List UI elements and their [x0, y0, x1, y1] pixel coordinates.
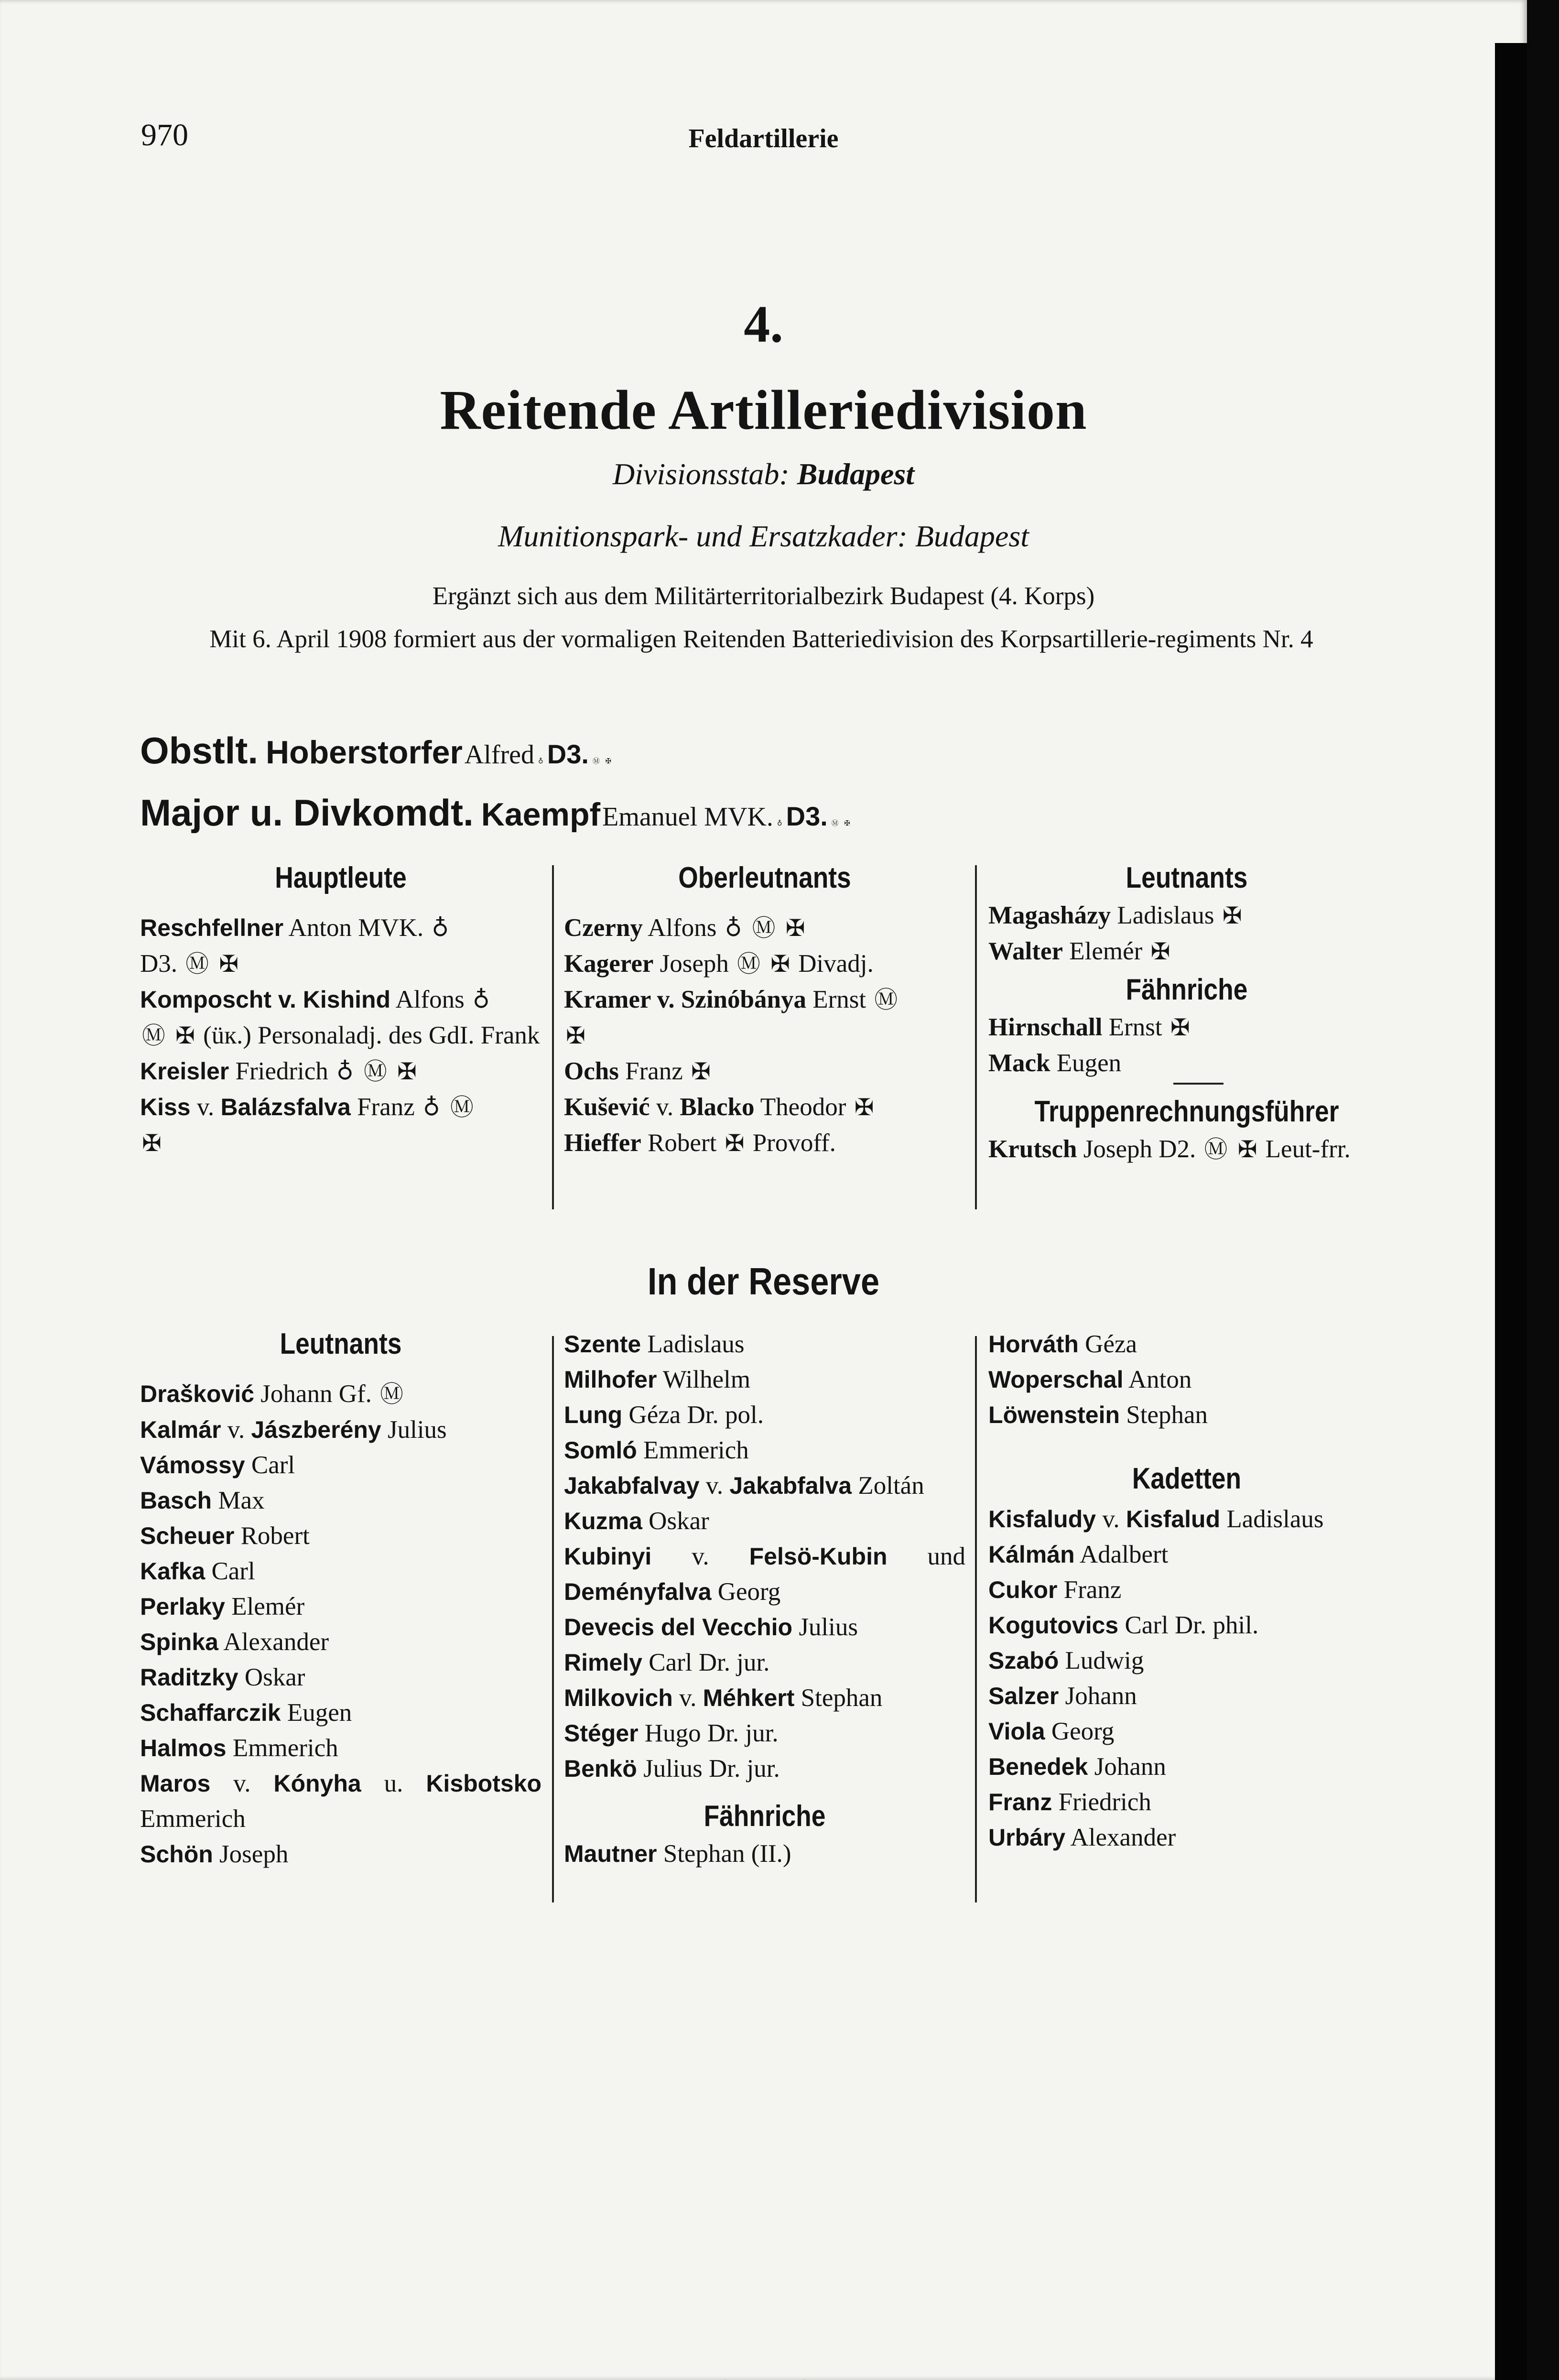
given-name: Hugo Dr. jur.: [644, 1719, 779, 1747]
decoration: D3.: [547, 739, 589, 769]
surname: Felsö-Kubin: [749, 1543, 888, 1570]
medal-icon: Ⓜ: [142, 1022, 165, 1049]
surname: Komposcht v. Kishind: [140, 986, 391, 1013]
list-item: [140, 910, 541, 982]
surname: Mautner: [564, 1840, 657, 1867]
list-item: [988, 1045, 1385, 1081]
surname: Stéger: [564, 1720, 639, 1747]
list-item: [988, 1501, 1385, 1537]
particle: v.: [692, 1543, 709, 1570]
surname: Kisfaludy: [988, 1506, 1096, 1532]
list-item: [140, 1589, 541, 1624]
given-name: Géza: [1085, 1330, 1137, 1358]
order-icon: ♁: [777, 819, 782, 827]
given-name: Julius Dr. jur.: [643, 1755, 780, 1782]
medal-icon: Ⓜ: [185, 951, 209, 978]
surname: Krutsch: [988, 1135, 1077, 1163]
given-name: Ladislaus: [647, 1330, 745, 1358]
given-name: Emmerich: [140, 1805, 246, 1833]
given-name: Ladislaus: [1226, 1505, 1324, 1533]
hauptleute-column: [140, 860, 541, 1161]
given-name: Alexander: [223, 1628, 329, 1656]
surname: Kušević: [564, 1093, 650, 1121]
reserve-leutnants-heading: Leutnants: [280, 1327, 402, 1360]
surname: Kuzma: [564, 1508, 642, 1534]
cross-icon: ✠: [566, 1022, 585, 1049]
rank: Obstlt.: [140, 729, 258, 772]
given-name: Oskar: [244, 1663, 305, 1691]
given-name: Max: [218, 1487, 265, 1514]
surname: Halmos: [140, 1735, 227, 1761]
list-item: [988, 1326, 1385, 1362]
decoration: D2.: [1158, 1135, 1196, 1163]
oberleutnants-heading: Oberleutnants: [678, 861, 851, 894]
list-item: [564, 1397, 965, 1433]
given-name: Carl: [211, 1557, 255, 1585]
surname: Perlaky: [140, 1593, 225, 1620]
given-name: Eugen: [287, 1699, 352, 1727]
truppenrechnungsfuehrer-heading: Truppenrechnungsführer: [1034, 1095, 1339, 1128]
cross-icon: ✠: [725, 1130, 745, 1157]
list-item: [140, 1624, 541, 1660]
given-name: Alexander: [1070, 1824, 1176, 1851]
given-name: Joseph: [219, 1840, 289, 1868]
list-item: [564, 1680, 965, 1716]
surname: Kónyha: [273, 1770, 361, 1797]
cross-icon: ✠: [1170, 1014, 1190, 1041]
reserve-heading: In der Reserve: [647, 1260, 880, 1303]
given-name: Alfons: [648, 914, 717, 942]
surname: Urbáry: [988, 1824, 1066, 1851]
page-number: 970: [141, 118, 188, 152]
list-item: [564, 1609, 965, 1645]
particle: v.: [1102, 1505, 1120, 1533]
given-name: Julius: [799, 1613, 858, 1641]
list-item: [564, 1503, 965, 1539]
given-name: Johann Gf.: [260, 1380, 372, 1408]
assignment: Leut-frr.: [1265, 1135, 1351, 1163]
given-name: Ludwig: [1065, 1647, 1144, 1674]
surname: Rimely: [564, 1649, 642, 1676]
surname: Ochs: [564, 1057, 619, 1085]
reserve-faehnriche-heading: Fähnriche: [704, 1800, 826, 1833]
given-name: Julius: [387, 1416, 447, 1444]
given-name: Emanuel MVK.: [602, 802, 773, 832]
list-item: [988, 1131, 1385, 1167]
surname: Devecis del Vecchio: [564, 1614, 793, 1641]
reserve-column-2: [564, 1326, 965, 1871]
list-item: [140, 982, 541, 1054]
faehnriche-heading: Fähnriche: [1126, 973, 1248, 1006]
surname: Horváth: [988, 1331, 1079, 1358]
list-item: [564, 1836, 965, 1871]
list-item: [988, 934, 1385, 969]
recruitment-note: Ergänzt sich aus dem Militärterritorialbezirk Budapest (4. Korps): [432, 582, 1095, 610]
surname: Löwenstein: [988, 1402, 1120, 1428]
medal-icon: Ⓜ: [1204, 1136, 1228, 1163]
list-item: [988, 1397, 1385, 1433]
list-item: [988, 898, 1385, 934]
given-name: Emmerich: [232, 1734, 338, 1762]
divisionsstab-line: [0, 456, 1527, 492]
given-name: Friedrich: [1058, 1788, 1151, 1816]
reserve-leutnants-column: [140, 1326, 541, 1872]
surname: Szabó: [988, 1647, 1059, 1674]
list-item: [564, 1645, 965, 1680]
unit-number: 4.: [744, 295, 783, 353]
assignment: Divadj.: [798, 950, 874, 978]
surname: Kisfalud: [1126, 1506, 1221, 1532]
particle: und: [927, 1543, 966, 1570]
given-name: Alfons: [395, 986, 465, 1013]
given-name: Oskar: [649, 1507, 709, 1535]
particle: v.: [227, 1416, 245, 1444]
given-name: Zoltán: [858, 1472, 924, 1500]
given-name: Ernst: [812, 986, 866, 1013]
list-item: [140, 1376, 541, 1412]
surname: Woperschal: [988, 1366, 1124, 1393]
given-name: Elemér: [1069, 937, 1143, 965]
surname: Kafka: [140, 1558, 206, 1585]
list-item: [988, 1714, 1385, 1749]
surname: Kalmár: [140, 1416, 221, 1443]
divisionsstab-place: Budapest: [797, 457, 915, 491]
decoration: D3.: [140, 950, 178, 978]
list-item: [140, 1730, 541, 1766]
list-item: [988, 1643, 1385, 1678]
list-item: [140, 1554, 541, 1589]
surname: Kálmán: [988, 1541, 1075, 1568]
leutnants-heading: Leutnants: [1126, 861, 1248, 894]
surname: Benkö: [564, 1755, 637, 1782]
reserve-column-3: [988, 1326, 1385, 1855]
given-name: Franz: [625, 1057, 683, 1085]
list-item: [988, 1784, 1385, 1820]
surname: Méhkert: [703, 1684, 795, 1711]
reserve-kadetten-heading: Kadetten: [1132, 1462, 1242, 1495]
cross-icon: ✠: [854, 1094, 874, 1121]
list-item: [564, 1054, 965, 1089]
surname: Kubinyi: [564, 1543, 652, 1570]
given-name: Géza Dr. pol.: [628, 1401, 764, 1429]
list-item: [988, 1572, 1385, 1608]
surname: Maros: [140, 1770, 211, 1797]
given-name: Adalbert: [1079, 1541, 1169, 1568]
list-item: [564, 1751, 965, 1786]
given-name: Ladislaus: [1117, 902, 1214, 929]
medal-icon: Ⓜ: [874, 987, 898, 1013]
rank: Major u. Divkomdt.: [140, 792, 474, 834]
surname: Franz: [988, 1789, 1052, 1815]
surname: Schön: [140, 1841, 213, 1868]
surname: Szente: [564, 1331, 641, 1358]
decoration: D3.: [786, 801, 828, 831]
commander-obstlt: [140, 729, 613, 772]
list-item: [564, 1362, 965, 1397]
medal-icon: Ⓜ: [450, 1094, 474, 1121]
given-name: Georg: [717, 1578, 781, 1606]
surname: Hieffer: [564, 1129, 641, 1157]
surname: Spinka: [140, 1629, 218, 1655]
given-name: Alfred: [464, 740, 535, 770]
list-item: [564, 982, 965, 1054]
given-name: Franz: [357, 1093, 415, 1121]
cross-icon: ✠: [397, 1058, 417, 1085]
surname: Kramer v. Szinóbánya: [564, 986, 806, 1013]
cross-icon: ✠: [605, 757, 612, 765]
particle: u.: [384, 1770, 403, 1797]
cross-icon: ✠: [844, 819, 850, 827]
list-item: [564, 1089, 965, 1125]
surname: Scheuer: [140, 1522, 235, 1549]
surname: Kreisler: [140, 1058, 229, 1085]
surname: Hirnschall: [988, 1013, 1103, 1041]
hauptleute-heading: Hauptleute: [275, 861, 407, 894]
list-item: [140, 1660, 541, 1695]
given-name: Carl Dr. phil.: [1125, 1611, 1259, 1639]
list-item: [564, 1326, 965, 1362]
list-item: [140, 1447, 541, 1483]
list-item: [140, 1089, 541, 1161]
list-item: [988, 1820, 1385, 1855]
given-name: Stephan: [1126, 1401, 1208, 1429]
cross-icon: ✠: [691, 1058, 711, 1085]
list-item: [140, 1412, 541, 1447]
surname: Raditzky: [140, 1664, 238, 1691]
given-name: Carl: [251, 1451, 295, 1479]
list-item: [564, 1433, 965, 1468]
medal-icon: Ⓜ: [592, 757, 600, 765]
ornament-icon: [655, 2371, 875, 2380]
given-name: Johann: [1065, 1682, 1137, 1710]
given-name: Joseph: [660, 950, 729, 978]
medal-icon: Ⓜ: [752, 915, 776, 942]
surname: Cukor: [988, 1576, 1058, 1603]
surname: Lung: [564, 1402, 623, 1428]
surname: Kagerer: [564, 950, 654, 978]
order-icon: ♁: [432, 915, 449, 942]
column-divider: [975, 1336, 977, 1902]
given-name: Joseph: [1083, 1135, 1153, 1163]
surname: Somló: [564, 1437, 637, 1464]
assignment: (üк.) Personaladj. des GdI. Frank: [203, 1022, 540, 1049]
formation-note: Mit 6. April 1908 formiert aus der vormaligen Reitenden Batteriedivision des Korpsartillerie-regiments Nr. 4: [209, 625, 1313, 653]
surname: Magasházy: [988, 902, 1111, 929]
page-title: Reitende Artilleriedivision: [440, 379, 1087, 441]
divisionsstab-label: Divisionsstab:: [612, 457, 790, 491]
given-name: Stephan (II.): [663, 1840, 791, 1868]
surname: Reschfellner: [140, 914, 284, 941]
order-icon: ♁: [423, 1094, 440, 1121]
medal-icon: Ⓜ: [737, 951, 760, 978]
surname: Basch: [140, 1487, 212, 1514]
order-icon: ♁: [725, 915, 742, 942]
surname: Vámossy: [140, 1452, 245, 1478]
list-item: [988, 1010, 1385, 1045]
surname: Jakabfalvay: [564, 1472, 700, 1499]
cross-icon: ✠: [1150, 938, 1170, 965]
surname: Schaffarczik: [140, 1699, 281, 1726]
running-header: Feldartillerie: [688, 124, 839, 153]
surname: Drašković: [140, 1380, 255, 1407]
order-icon: ♁: [336, 1058, 354, 1085]
list-item: [140, 1695, 541, 1730]
surname: Kiss: [140, 1094, 191, 1120]
list-item: [988, 1678, 1385, 1714]
given-name: Friedrich: [235, 1057, 328, 1085]
given-name: Franz: [1063, 1576, 1122, 1604]
surname: Viola: [988, 1718, 1045, 1745]
cross-icon: ✠: [219, 951, 239, 978]
list-item: [988, 1537, 1385, 1572]
surname: Kaempf: [481, 796, 601, 833]
given-name: Robert: [240, 1522, 310, 1550]
surname: Mack: [988, 1049, 1050, 1077]
surname: Kogutovics: [988, 1612, 1119, 1639]
surname: Walter: [988, 937, 1063, 965]
given-name: Elemér: [231, 1593, 305, 1620]
list-item: [988, 1608, 1385, 1643]
cross-icon: ✠: [1222, 902, 1242, 929]
munitionspark-line: Munitionspark- und Ersatzkader: Budapest: [498, 519, 1029, 553]
list-item: [140, 1518, 541, 1554]
list-item: [140, 1837, 541, 1872]
oberleutnants-column: [564, 860, 965, 1161]
list-item: [564, 1716, 965, 1751]
surname: Kisbotsko: [426, 1770, 542, 1797]
surname: Czerny: [564, 914, 643, 942]
given-name: Carl Dr. jur.: [649, 1649, 770, 1676]
given-name: Stephan: [801, 1684, 883, 1712]
medal-icon: Ⓜ: [380, 1381, 403, 1408]
particle: v.: [705, 1472, 724, 1500]
given-name: Anton MVK.: [288, 914, 424, 942]
particle: v.: [656, 1093, 674, 1121]
cross-icon: ✠: [175, 1022, 195, 1049]
surname: Balázsfalva: [220, 1094, 351, 1120]
order-icon: ♁: [472, 987, 490, 1013]
given-name: Wilhelm: [662, 1366, 751, 1393]
particle: v.: [679, 1684, 697, 1712]
surname: Salzer: [988, 1683, 1059, 1709]
assignment: Provoff.: [752, 1129, 836, 1157]
list-item: [564, 1468, 965, 1503]
column-divider: [975, 865, 977, 1209]
cross-icon: ✠: [770, 951, 790, 978]
given-name: Anton: [1128, 1366, 1192, 1393]
list-item: [564, 1125, 965, 1161]
list-item: [988, 1749, 1385, 1784]
particle: v.: [196, 1093, 215, 1121]
given-name: Ernst: [1108, 1013, 1162, 1041]
commander-major: [140, 791, 852, 835]
surname: Benedek: [988, 1753, 1088, 1780]
order-icon: ♁: [538, 757, 543, 765]
list-item: [564, 1539, 965, 1609]
separator-rule: [1173, 1083, 1223, 1085]
list-item: [564, 910, 965, 946]
leutnants-column: [988, 860, 1385, 1167]
cross-icon: ✠: [142, 1130, 162, 1157]
surname: Deményfalva: [564, 1578, 712, 1605]
cross-icon: ✠: [785, 915, 805, 942]
medal-icon: Ⓜ: [363, 1058, 387, 1085]
surname: Blacko: [680, 1093, 755, 1121]
cross-icon: ✠: [1237, 1136, 1257, 1163]
column-divider: [552, 865, 554, 1209]
list-item: [988, 1362, 1385, 1397]
given-name: Georg: [1051, 1717, 1115, 1745]
given-name: Eugen: [1056, 1049, 1122, 1077]
column-divider: [552, 1336, 554, 1902]
given-name: Emmerich: [643, 1436, 749, 1464]
surname: Milkovich: [564, 1684, 673, 1711]
given-name: Theodor: [760, 1093, 846, 1121]
particle: v.: [233, 1770, 251, 1797]
given-name: Robert: [648, 1129, 717, 1157]
surname: Milhofer: [564, 1366, 657, 1393]
surname: Jászberény: [251, 1416, 381, 1443]
list-item: [564, 946, 965, 982]
given-name: Johann: [1094, 1753, 1166, 1781]
list-item: [140, 1483, 541, 1518]
surname: Hoberstorfer: [266, 734, 463, 771]
list-item: [140, 1766, 541, 1837]
surname: Jakabfalva: [729, 1472, 852, 1499]
page-edge: [1495, 43, 1527, 2380]
list-item: [140, 1054, 541, 1089]
medal-icon: Ⓜ: [831, 819, 839, 827]
